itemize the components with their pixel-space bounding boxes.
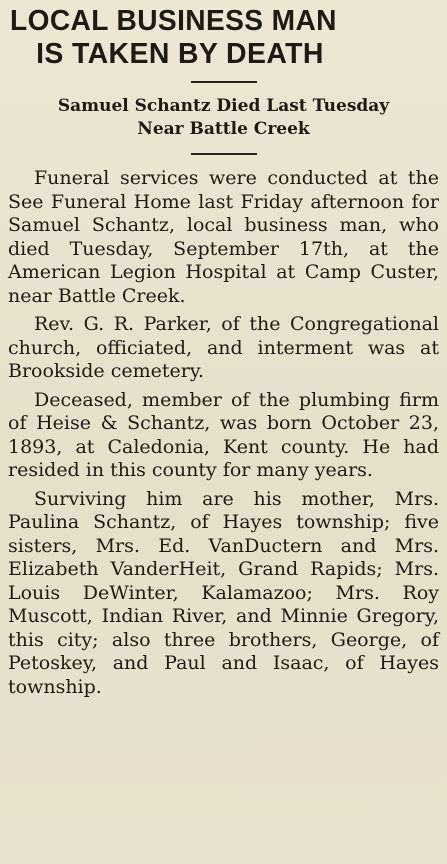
subhead-line-2: Near Battle Creek [137,119,310,139]
headline [8,6,439,70]
divider-rule [191,81,257,83]
subheadline [8,95,439,141]
paragraph-officiant: Rev. G. R. Parker, of the Congregational church, officiated, and interment was at Brookside cemetery. [8,313,439,382]
paragraph-survivors: Surviving him are his mother, Mrs. Paulina Schantz, of Hayes township; five sisters, Mrs. Ed. VanDuctern and Mrs. Elizabeth VanderHeit, Grand Rapids; Mrs. Louis DeWinter, Kalamazoo; Mrs. Roy Muscott, Indian River, and Minnie Gregory, this city; also three brothers, George, of Petoskey, and Paul and Isaac, of Hayes township. [8,487,439,698]
article-body [8,167,439,699]
headline-line-1: LOCAL BUSINESS MAN [10,5,337,37]
divider-rule [191,153,257,155]
paragraph-biography: Deceased, member of the plumbing firm of Heise & Schantz, was born October 23, 1893, at Caledonia, Kent county. He had resided in this county for many years. [8,388,439,481]
subhead-line-1: Samuel Schantz Died Last Tuesday [57,96,390,116]
headline-line-2: IS TAKEN BY DEATH [36,38,324,70]
paragraph-services: Funeral services were conducted at the See Funeral Home last Friday afternoon for Samuel Schantz, local business man, who died Tuesday, September 17th, at the American Legion Hospital at Camp Custer, near Battle Creek. [8,167,439,307]
